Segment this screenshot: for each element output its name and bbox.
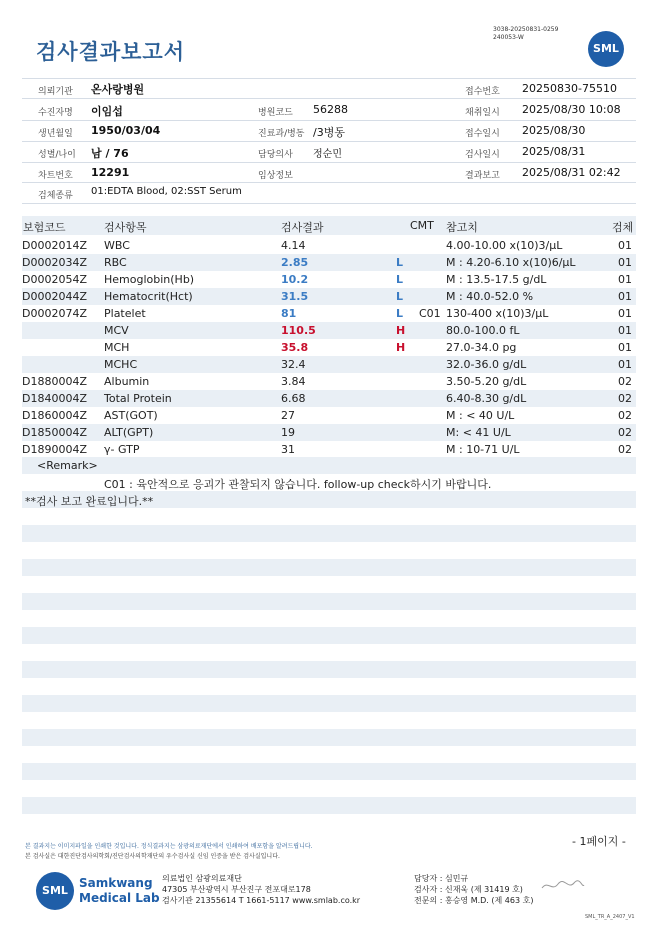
cell-item: MCHC [104,358,138,371]
table-row [22,356,636,373]
cell-specimen: 02 [618,409,632,422]
divider [22,120,636,121]
cell-flag: H [396,324,406,337]
table-row [22,305,636,322]
cell-specimen: 01 [618,256,632,269]
divider [22,162,636,163]
cell-code: D0002074Z [22,307,87,320]
specimen-value: 01:EDTA Blood, 02:SST Serum [91,186,242,197]
staff-tester: 검사자 : 신재욱 (제 31419 호) [414,885,523,894]
document-id [493,26,558,42]
cell-item: Albumin [104,375,150,388]
col-header-result: 검사결과 [281,221,324,234]
cell-ref: 32.0-36.0 g/dL [446,358,527,371]
cell-item: ALT(GPT) [104,426,154,439]
table-row [22,322,636,339]
remark-text: C01 : 육안적으로 응괴가 관찰되지 않습니다. follow-up check하시기 바랍니다. [104,478,492,491]
cell-specimen: 01 [618,239,632,252]
cell-ref: 130-400 x(10)3/μL [446,307,549,320]
blank-row [22,763,636,780]
cell-result: 31.5 [281,290,309,303]
cell-ref: 3.50-5.20 g/dL [446,375,527,388]
cell-cmt: C01 [419,307,441,320]
received-value: 2025/08/30 [522,124,586,137]
cell-result: 32.4 [281,358,306,371]
brand-line1: Samkwang [79,876,153,890]
blank-row [22,797,636,814]
cell-item: Hemoglobin(Hb) [104,273,195,286]
remark-label: <Remark> [37,459,98,472]
doctor-label: 담당의사 [258,150,293,160]
patient-name-value: 이임섭 [91,105,123,118]
cell-ref: M : 10-71 U/L [446,443,520,456]
report-date-value: 2025/08/31 02:42 [522,166,621,179]
cell-specimen: 01 [618,324,632,337]
cell-result: 3.84 [281,375,306,388]
blank-row [22,559,636,576]
cell-item: AST(GOT) [104,409,158,422]
cell-code: D1890004Z [22,443,87,456]
cell-specimen: 02 [618,375,632,388]
table-row [22,339,636,356]
divider [22,203,636,204]
chart-no-value: 12291 [91,166,130,179]
col-header-specimen: 검체 [612,221,634,234]
footer-note-certification: 본 검사실은 대한진단검사의학회/진단검사의학재단의 우수검사실 신임 인증을 받은 검사실입니다. [25,853,280,860]
blank-row [22,593,636,610]
table-row [22,390,636,407]
blank-row [22,695,636,712]
form-code: SML_TR_A_2407_V1 [585,914,635,920]
brand-name [79,876,160,906]
table-row [22,424,636,441]
cell-code: D1840004Z [22,392,87,405]
blank-row [22,627,636,644]
org-name: 의료법인 삼광의료재단 [162,874,242,883]
cell-specimen: 01 [618,307,632,320]
patient-name-label: 수진자명 [38,108,73,118]
document-id-line2: 240053-W [493,34,524,41]
test-date-label: 검사일시 [465,150,500,160]
cell-flag: H [396,341,406,354]
divider [22,182,636,183]
cell-item: Platelet [104,307,146,320]
cell-specimen: 02 [618,426,632,439]
cell-ref: 27.0-34.0 pg [446,341,517,354]
blank-row [22,661,636,678]
col-header-ref: 참고치 [446,221,478,234]
org-info [162,873,360,906]
cell-result: 10.2 [281,273,309,286]
cell-flag: L [396,273,404,286]
cell-ref: 4.00-10.00 x(10)3/μL [446,239,563,252]
dob-label: 생년월일 [38,129,73,139]
table-row [22,441,636,458]
cell-result: 110.5 [281,324,316,337]
sml-logo-icon: SML [36,872,74,910]
cell-ref: 80.0-100.0 fL [446,324,520,337]
staff-specialist: 전문의 : 홍승영 M.D. (제 463 호) [414,896,534,905]
sml-logo-icon: SML [588,31,624,67]
cell-specimen: 02 [618,392,632,405]
cell-ref: M : 4.20-6.10 x(10)6/μL [446,256,576,269]
org-address: 47305 부산광역시 부산진구 전포대로178 [162,885,311,894]
cell-code: D0002014Z [22,239,87,252]
blank-row [22,729,636,746]
dept-value: /3병동 [313,126,345,139]
report-date-label: 결과보고 [465,171,500,181]
table-row [22,407,636,424]
cell-code: D1880004Z [22,375,87,388]
cell-code: D0002054Z [22,273,87,286]
col-header-item: 검사항목 [104,221,147,234]
cell-ref: 6.40-8.30 g/dL [446,392,527,405]
report-title: 검사결과보고서 [36,40,186,64]
table-row [22,373,636,390]
cell-item: MCH [104,341,130,354]
table-row [22,288,636,305]
document-id-line1: 3038-20250831-0259 [493,26,559,33]
report-complete-text: **검사 보고 완료입니다.** [25,495,154,508]
clinical-info-label: 임상정보 [258,171,293,181]
cell-item: RBC [104,256,127,269]
cell-result: 27 [281,409,295,422]
cell-flag: L [396,290,404,303]
cell-code: D1860004Z [22,409,87,422]
cell-result: 6.68 [281,392,306,405]
staff-info [414,873,533,906]
cell-code: D0002044Z [22,290,87,303]
collect-date-value: 2025/08/30 10:08 [522,103,621,116]
cell-code: D1850004Z [22,426,87,439]
cell-flag: L [396,307,404,320]
received-label: 접수일시 [465,129,500,139]
cell-specimen: 01 [618,341,632,354]
hospital-label: 의뢰기관 [38,87,73,97]
table-row [22,237,636,254]
cell-item: Total Protein [104,392,172,405]
cell-result: 35.8 [281,341,309,354]
doctor-value: 정순민 [313,149,342,160]
cell-result: 31 [281,443,295,456]
sex-age-value: 남 / 76 [91,147,129,160]
cell-item: MCV [104,324,129,337]
cell-specimen: 01 [618,290,632,303]
cell-item: Hematocrit(Hct) [104,290,193,303]
table-row [22,271,636,288]
dob-value: 1950/03/04 [91,124,161,137]
cell-flag: L [396,256,404,269]
cell-specimen: 01 [618,358,632,371]
footer-note-print: 본 결과지는 이미지파일을 인쇄한 것입니다. 정식결과지는 삼광의료재단에서 인쇄하여 배포함을 알려드립니다. [25,843,313,850]
divider [22,141,636,142]
cell-result: 81 [281,307,297,320]
chart-no-label: 차트번호 [38,171,73,181]
cell-specimen: 01 [618,273,632,286]
specimen-label: 검체종류 [38,191,73,201]
col-header-cmt: CMT [410,219,434,232]
cell-code: D0002034Z [22,256,87,269]
remark-row-bg [22,457,636,474]
divider [22,78,636,79]
divider [22,98,636,99]
cell-result: 4.14 [281,239,306,252]
cell-result: 19 [281,426,295,439]
receipt-no-value: 20250830-75510 [522,82,617,95]
cell-specimen: 02 [618,443,632,456]
staff-manager: 담당자 : 심민규 [414,874,469,883]
dept-label: 진료과/병동 [258,129,305,139]
org-contact: 검사기관 21355614 T 1661-5117 www.smlab.co.kr [162,896,361,905]
col-header-code: 보험코드 [23,221,66,234]
ward-code-value: 56288 [313,103,348,116]
collect-date-label: 채취일시 [465,108,500,118]
blank-row [22,525,636,542]
signature-image [540,878,586,894]
receipt-no-label: 접수번호 [465,87,500,97]
cell-item: γ- GTP [104,443,140,456]
cell-result: 2.85 [281,256,309,269]
ward-code-label: 병원코드 [258,108,293,118]
cell-ref: M: < 41 U/L [446,426,511,439]
cell-ref: M : < 40 U/L [446,409,515,422]
hospital-value: 온사랑병원 [91,83,145,96]
table-row [22,254,636,271]
test-date-value: 2025/08/31 [522,145,586,158]
cell-ref: M : 13.5-17.5 g/dL [446,273,547,286]
sex-age-label: 성별/나이 [38,150,76,160]
cell-item: WBC [104,239,130,252]
page-number: - 1페이지 - [572,835,626,848]
cell-ref: M : 40.0-52.0 % [446,290,534,303]
brand-line2: Medical Lab [79,891,160,905]
